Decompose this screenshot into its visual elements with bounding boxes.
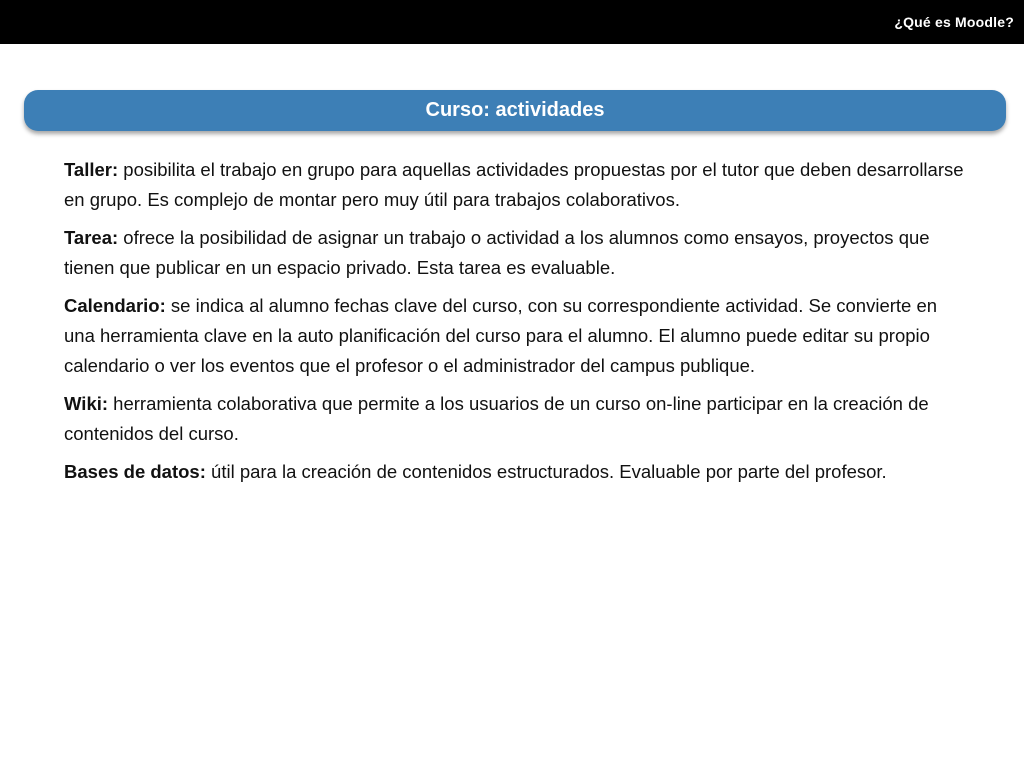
item-term: Taller: xyxy=(64,159,119,180)
item-text: útil para la creación de contenidos estructurados. Evaluable por parte del profesor. xyxy=(205,461,887,482)
item-text: herramienta colaborativa que permite a los usuarios de un curso on-line participar en la creación de contenidos del curso. xyxy=(64,393,929,444)
item-tarea xyxy=(64,223,964,283)
item-text: posibilita el trabajo en grupo para aquellas actividades propuestas por el tutor que deben desarrollarse en grupo. Es complejo de montar pero muy útil para trabajos colaborativos. xyxy=(64,159,964,210)
item-bases-de-datos xyxy=(64,457,964,487)
item-term: Wiki: xyxy=(64,393,109,414)
item-term: Tarea: xyxy=(64,227,119,248)
item-taller xyxy=(64,155,964,215)
item-calendario xyxy=(64,291,964,381)
item-term: Calendario: xyxy=(64,295,166,316)
item-wiki xyxy=(64,389,964,449)
top-bar xyxy=(0,0,1024,44)
item-term: Bases de datos: xyxy=(64,461,206,482)
item-text: se indica al alumno fechas clave del curso, con su correspondiente actividad. Se convierte en una herramienta clave en la auto planificación del curso para el alumno. El alumno puede editar su propio calendario o ver los eventos que el profesor o el administrador del campus publique. xyxy=(64,295,938,376)
section-banner xyxy=(24,90,1006,131)
section-title: Curso: actividades xyxy=(425,99,605,121)
header-title: ¿Qué es Moodle? xyxy=(894,14,1014,30)
content-body xyxy=(64,155,964,495)
item-text: ofrece la posibilidad de asignar un trabajo o actividad a los alumnos como ensayos, proyectos que tienen que publicar en un espacio privado. Esta tarea es evaluable. xyxy=(64,227,930,278)
